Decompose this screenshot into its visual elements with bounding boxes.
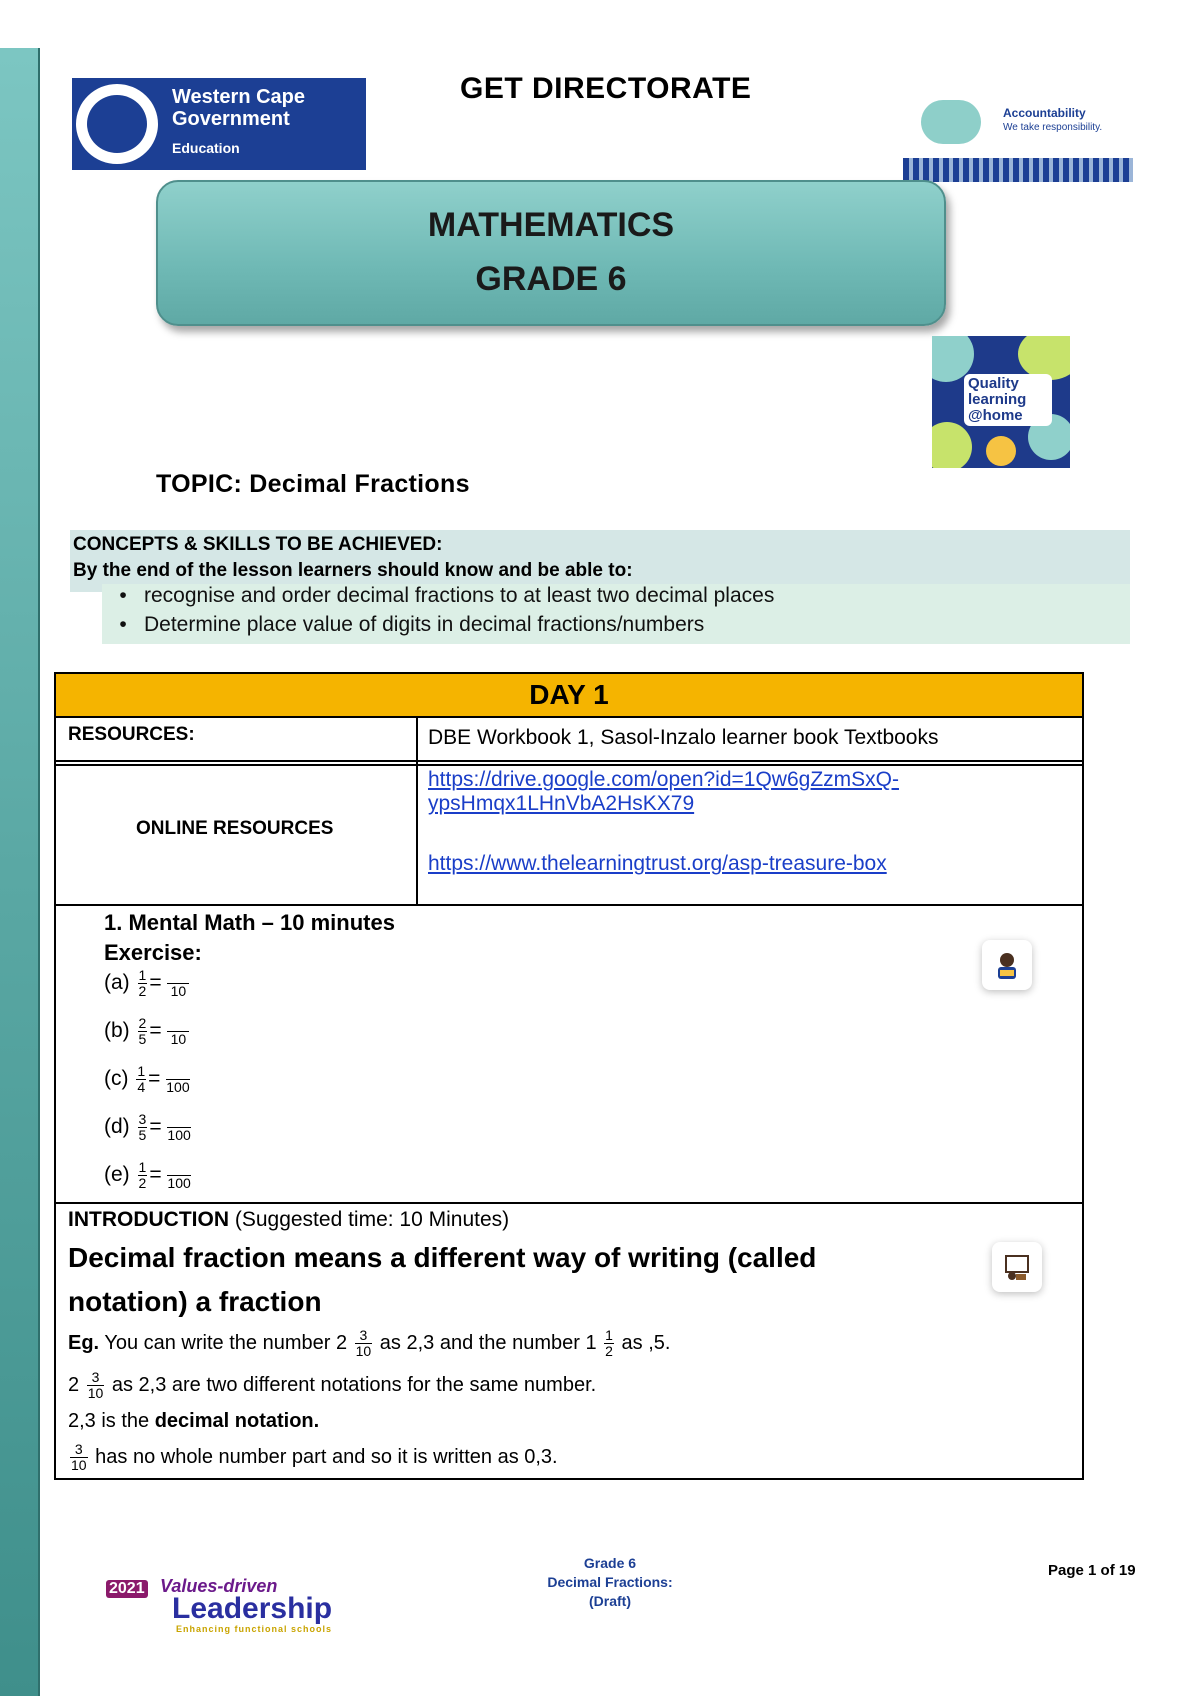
exercise-item: (d) $\frac{3}{5}$ = 100 [104,1111,191,1143]
exercise-item: (b) $\frac{2}{5}$ = 10 [104,1016,189,1056]
directorate-title: GET DIRECTORATE [460,72,752,105]
whole-number-line: $\frac{3}{10}$ has no whole number part and so it is written as 0,3. [71,1441,558,1473]
quality-learning-text: Quality learning @home [964,374,1052,426]
introduction-heading: INTRODUCTION (Suggested time: 10 Minutes) [68,1208,510,1231]
notation-line: 2 $\frac{3}{10}$ as 2,3 are two different notations for the same number. [68,1369,597,1401]
accountability-title: Accountability [1003,106,1086,120]
footer-grade: Grade 6 [583,1555,637,1571]
footer-draft: (Draft) [589,1593,631,1609]
footer-info [520,1554,700,1611]
page-number: Page 1 of 19 [1048,1562,1136,1579]
exercise-label: Exercise: [104,940,202,965]
subject-title: MATHEMATICS [427,206,675,244]
concepts-intro: By the end of the lesson learners should know and be able to: [73,560,633,581]
quality-learning-logo [932,336,1070,468]
accountability-logo [903,96,1133,186]
example-line: Eg. You can write the number 2 $\frac{3}{10}$ as 2,3 and the number 1 $\frac{1}{2}$ as ,5. [68,1327,671,1359]
skill-item: • Determine place value of digits in decimal fractions/numbers [119,613,705,636]
left-sidebar-strip [0,48,40,1696]
year-badge: 2021 [106,1580,148,1598]
values-driven-leadership-logo [104,1576,384,1632]
concepts-heading: CONCEPTS & SKILLS TO BE ACHIEVED: [73,534,443,555]
introduction-section [56,1204,1082,1478]
coat-of-arms-icon [76,84,158,164]
western-cape-government-logo [72,78,366,170]
skills-list [102,584,1130,644]
resources-label: RESOURCES: [68,724,195,745]
exercise-item: (c) $\frac{1}{4}$ = 100 [104,1063,190,1095]
hand-icon [921,100,981,144]
logo-subtitle: Education [172,140,240,156]
grade-title: GRADE 6 [475,260,627,298]
concepts-box [70,530,1130,592]
definition-line: Decimal fraction means a different way of writing (called [68,1242,817,1273]
footer-topic: Decimal Fractions: [547,1574,673,1590]
lesson-table [54,672,1084,1480]
skill-item: • recognise and order decimal fractions to at least two decimal places [119,584,775,607]
pattern-strip [903,158,1133,182]
definition-line: notation) a fraction [68,1286,322,1317]
leadership-text: Leadership [172,1592,333,1625]
topic-heading: TOPIC: Decimal Fractions [156,470,470,498]
values-driven-text: Values-driven [160,1576,278,1596]
resources-value: DBE Workbook 1, Sasol-Inzalo learner book Textbooks [428,726,939,749]
learning-trust-link[interactable]: https://www.thelearningtrust.org/asp-treasure-box [428,852,887,875]
mental-math-heading: 1. Mental Math – 10 minutes [104,910,395,935]
drive-link[interactable]: https://drive.google.com/open?id=1Qw6gZzmSxQ- ypsHmqx1LHnVbA2HsKX79 [428,768,899,815]
learner-icon [982,940,1032,990]
exercise-item: (e) $\frac{1}{2}$ = 100 [104,1159,191,1191]
teacher-board-icon [992,1242,1042,1292]
day-header: DAY 1 [56,674,1082,718]
accountability-subtitle: We take responsibility. [1003,122,1103,133]
title-banner [156,180,946,326]
online-resources-label: ONLINE RESOURCES [136,818,334,839]
exercise-item: (a) $\frac{1}{2}$ = 10 [104,968,189,1008]
tagline-text: Enhancing functional schools [176,1624,333,1634]
logo-title: Western Cape Government [172,86,306,130]
decimal-notation-line: 2,3 is the decimal notation. [68,1410,320,1432]
